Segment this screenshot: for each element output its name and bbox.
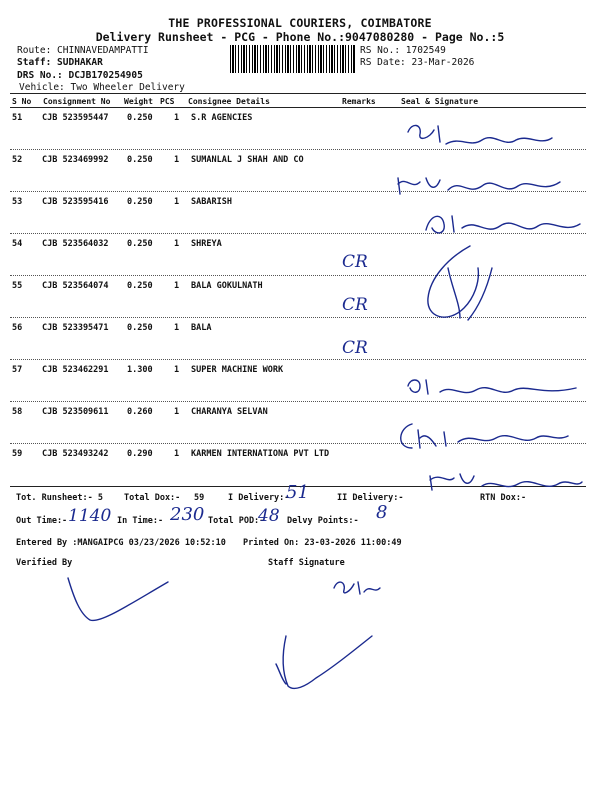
staff-signature-label: Staff Signature <box>268 558 345 568</box>
table-top-rule <box>10 93 586 94</box>
col-consignment: Consignment No <box>43 97 111 106</box>
total-dox-value: 59 <box>194 493 205 503</box>
row-pcs: 1 <box>174 407 180 417</box>
row-sno: 55 <box>12 281 23 291</box>
signature-row-57 <box>400 372 580 402</box>
row-consignee: BALA <box>191 323 212 333</box>
row-weight: 0.250 <box>127 113 153 123</box>
col-weight: Weight <box>124 97 153 106</box>
col-sno: S No <box>12 97 32 106</box>
row-weight: 0.250 <box>127 323 153 333</box>
table-row <box>0 275 600 317</box>
staff-tamil-signature <box>330 574 390 598</box>
col-consignee: Consignee Details <box>188 97 270 106</box>
printed-on: Printed On: 23-03-2026 11:00:49 <box>243 538 402 548</box>
row-sno: 58 <box>12 407 23 417</box>
table-row <box>0 317 600 359</box>
row-consignee: SABARISH <box>191 197 232 207</box>
row-sno: 53 <box>12 197 23 207</box>
row-sno: 54 <box>12 239 23 249</box>
staff-signature <box>266 628 376 694</box>
signature-row-54-56 <box>408 238 508 328</box>
row-consignee: SHREYA <box>191 239 222 249</box>
verified-by-label: Verified By <box>16 558 73 568</box>
i-delivery-handwriting: 51 <box>286 482 309 503</box>
remark-handwriting: CR <box>342 338 368 358</box>
remark-handwriting: CR <box>342 252 368 272</box>
row-consignee: SUMANLAL J SHAH AND CO <box>191 155 304 165</box>
staff: Staff: SUDHAKAR <box>17 57 103 68</box>
ii-delivery-label: II Delivery:- <box>337 493 404 503</box>
row-consignee: BALA GOKULNATH <box>191 281 263 291</box>
row-sno: 59 <box>12 449 23 459</box>
row-pcs: 1 <box>174 155 180 165</box>
row-weight: 1.300 <box>127 365 153 375</box>
company-name: THE PROFESSIONAL COURIERS, COIMBATORE <box>168 16 432 30</box>
row-weight: 0.250 <box>127 197 153 207</box>
row-sno: 57 <box>12 365 23 375</box>
vehicle: Vehicle: Two Wheeler Delivery <box>19 82 185 93</box>
row-weight: 0.260 <box>127 407 153 417</box>
row-pcs: 1 <box>174 281 180 291</box>
col-pcs: PCS <box>160 97 175 106</box>
rs-date: RS Date: 23-Mar-2026 <box>360 57 475 68</box>
signature-row-58 <box>392 418 572 454</box>
total-pod-handwriting: 48 <box>258 506 280 526</box>
row-consignment: CJB 523564032 <box>42 239 109 249</box>
out-time-handwriting: 1140 <box>68 506 112 526</box>
row-consignee: S.R AGENCIES <box>191 113 253 123</box>
rs-number: RS No.: 1702549 <box>360 45 446 56</box>
remark-handwriting: CR <box>342 295 368 315</box>
row-weight: 0.250 <box>127 281 153 291</box>
entered-by: Entered By :MANGAIPCG 03/23/2026 10:52:10 <box>16 538 226 548</box>
row-consignment: CJB 523595416 <box>42 197 109 207</box>
row-consignment: CJB 523595447 <box>42 113 109 123</box>
row-consignment: CJB 523493242 <box>42 449 109 459</box>
in-time-label: In Time:- <box>117 516 164 526</box>
tot-runsheet: Tot. Runsheet:- 5 <box>16 493 103 503</box>
signature-row-51 <box>400 118 570 158</box>
delvy-points-handwriting: 8 <box>376 502 388 523</box>
verified-by-signature <box>60 568 180 628</box>
row-consignee: KARMEN INTERNATIONA PVT LTD <box>191 449 330 459</box>
total-pod-label: Total POD:- <box>208 516 265 526</box>
signature-row-52 <box>392 168 572 202</box>
row-weight: 0.250 <box>127 155 153 165</box>
row-consignment: CJB 523509611 <box>42 407 109 417</box>
row-pcs: 1 <box>174 197 180 207</box>
row-weight: 0.290 <box>127 449 153 459</box>
barcode <box>230 45 356 73</box>
out-time-label: Out Time:- <box>16 516 68 526</box>
signature-row-59 <box>424 466 584 496</box>
row-pcs: 1 <box>174 323 180 333</box>
row-consignment: CJB 523462291 <box>42 365 109 375</box>
row-pcs: 1 <box>174 365 180 375</box>
row-sno: 51 <box>12 113 23 123</box>
document-title: Delivery Runsheet - PCG - Phone No.:9047080280 - Page No.:5 <box>95 30 505 44</box>
delvy-points-label: Delvy Points:- <box>287 516 359 526</box>
rtn-dox-label: RTN Dox:- <box>480 493 527 503</box>
signature-row-53 <box>420 206 585 242</box>
drs-number: DRS No.: DCJB170254905 <box>17 70 143 81</box>
row-weight: 0.250 <box>127 239 153 249</box>
row-pcs: 1 <box>174 449 180 459</box>
row-consignment: CJB 523469992 <box>42 155 109 165</box>
i-delivery-label: I Delivery:- <box>228 493 290 503</box>
row-consignment: CJB 523395471 <box>42 323 109 333</box>
in-time-handwriting: 230 <box>170 504 205 525</box>
row-pcs: 1 <box>174 113 180 123</box>
row-sno: 56 <box>12 323 23 333</box>
row-pcs: 1 <box>174 239 180 249</box>
row-consignment: CJB 523564074 <box>42 281 109 291</box>
row-consignee: SUPER MACHINE WORK <box>191 365 284 375</box>
row-consignee: CHARANYA SELVAN <box>191 407 268 417</box>
col-seal: Seal & Signature <box>401 97 479 106</box>
col-remarks: Remarks <box>342 97 376 106</box>
row-sno: 52 <box>12 155 23 165</box>
route: Route: CHINNAVEDAMPATTI <box>17 45 149 56</box>
total-dox-label: Total Dox:- <box>124 493 181 503</box>
